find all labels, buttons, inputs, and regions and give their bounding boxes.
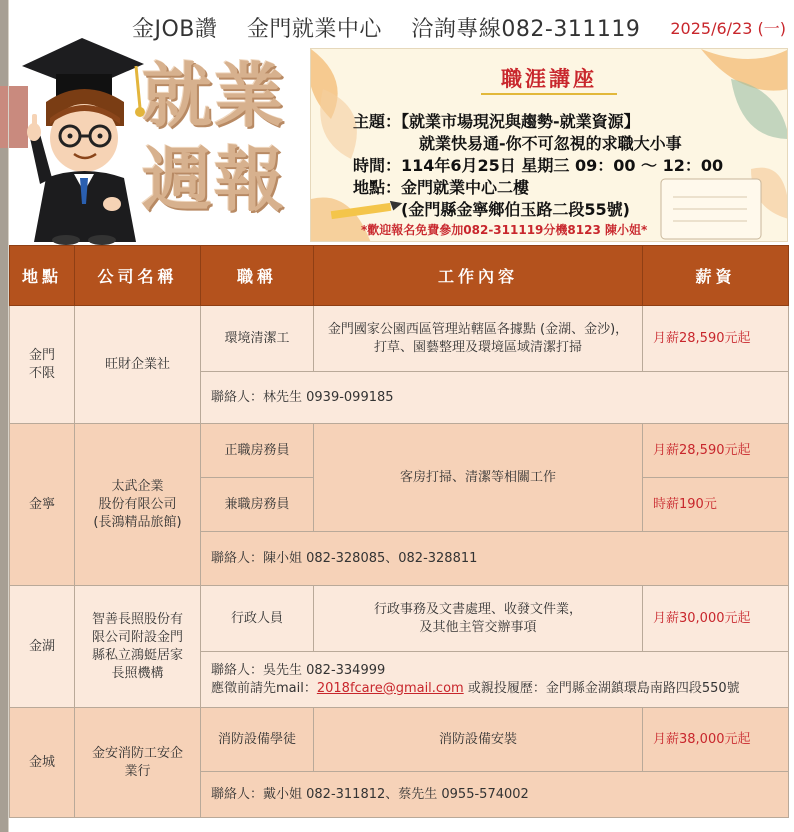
row-salary: 月薪30,000元起: [643, 586, 789, 652]
row-salary: 月薪38,000元起: [643, 708, 789, 772]
row-job-content: 消防設備安裝: [314, 708, 643, 772]
header-title: 職稱: [201, 246, 314, 306]
graduate-mascot-icon: [12, 28, 152, 246]
row-contact: 聯絡人：陳小姐 082-328085、082-328811: [201, 532, 789, 586]
big-title-line2: 週報: [142, 138, 286, 221]
banner-time: 時間：114年6月25日 星期三 09：00 ～ 12：00: [353, 156, 724, 175]
center-name: 金門就業中心: [246, 17, 382, 42]
banner-title: 職涯講座: [501, 67, 597, 91]
hotline: 洽詢專線082-311119: [411, 17, 641, 42]
row-company: 太武企業 股份有限公司 (長鴻精品旅館): [75, 424, 201, 586]
row-job-title: 環境清潔工: [201, 306, 314, 372]
table-row: [10, 306, 789, 372]
row-company: 金安消防工安企 業行: [75, 708, 201, 818]
row-company: 旺財企業社: [75, 306, 201, 424]
row-company: 智善長照股份有 限公司附設金門 縣私立鴻蜓居家 長照機構: [75, 586, 201, 708]
contact-mail-prefix: 應徵前請先mail：: [211, 680, 317, 696]
seminar-banner: [310, 48, 788, 242]
job-table: [9, 245, 789, 818]
row-job-title: 消防設備學徒: [201, 708, 314, 772]
banner-topic-line2: 就業快易通-你不可忽視的求職大小事: [419, 134, 682, 153]
row-location: 金城: [10, 708, 75, 818]
row-job-title: 兼職房務員: [201, 478, 314, 532]
row-job-content: 客房打掃、清潔等相關工作: [314, 424, 643, 532]
contact-mail-line: [211, 680, 784, 698]
table-row: [10, 708, 789, 772]
brand-name: 金JOB讚: [132, 17, 218, 42]
row-contact: 聯絡人：林先生 0939-099185: [201, 372, 789, 424]
pencil-decoration-icon: [325, 199, 405, 223]
row-salary: 時薪190元: [643, 478, 789, 532]
table-header-row: [10, 246, 789, 306]
row-job-title: 行政人員: [201, 586, 314, 652]
row-contact: [201, 652, 789, 708]
row-location: 金寧: [10, 424, 75, 586]
row-salary: 月薪28,590元起: [643, 306, 789, 372]
row-location: 金湖: [10, 586, 75, 708]
big-title: [142, 54, 308, 222]
row-job-content: 行政事務及文書處理、收發文件業， 及其他主管交辦事項: [314, 586, 643, 652]
contact-person: 聯絡人：吳先生 082-334999: [211, 662, 386, 678]
table-row: [10, 424, 789, 478]
page-header: [132, 12, 662, 43]
contact-mail-suffix: 或親投履歷：金門縣金湖鎮環島南路四段550號: [463, 680, 740, 696]
header-content: 工作內容: [314, 246, 643, 306]
banner-topic-line1: 主題：【就業市場現況與趨勢-就業資源】: [353, 112, 640, 131]
row-location: 金門 不限: [10, 306, 75, 424]
header-company: 公司名稱: [75, 246, 201, 306]
row-job-content: 金門國家公園西區管理站轄區各據點 (金湖、金沙)， 打草、園藝整理及環境區域清潔打掃: [314, 306, 643, 372]
banner-place-line2: (金門縣金寧鄉伯玉路二段55號): [401, 200, 630, 219]
header-date: 2025/6/23 (一): [670, 19, 786, 38]
header-salary: 薪資: [643, 246, 789, 306]
row-salary: 月薪28,590元起: [643, 424, 789, 478]
banner-title-underline: [481, 93, 617, 95]
table-row: [10, 586, 789, 652]
big-title-line1: 就業: [142, 54, 286, 137]
banner-note: *歡迎報名免費參加082-311119分機8123 陳小姐*: [361, 223, 648, 237]
header-location: 地點: [10, 246, 75, 306]
contact-email-link[interactable]: 2018fcare@gmail.com: [316, 680, 464, 696]
banner-place-line1: 地點：金門就業中心二樓: [353, 178, 530, 197]
row-job-title: 正職房務員: [201, 424, 314, 478]
row-contact: 聯絡人：戴小姐 082-311812、蔡先生 0955-574002: [201, 772, 789, 818]
